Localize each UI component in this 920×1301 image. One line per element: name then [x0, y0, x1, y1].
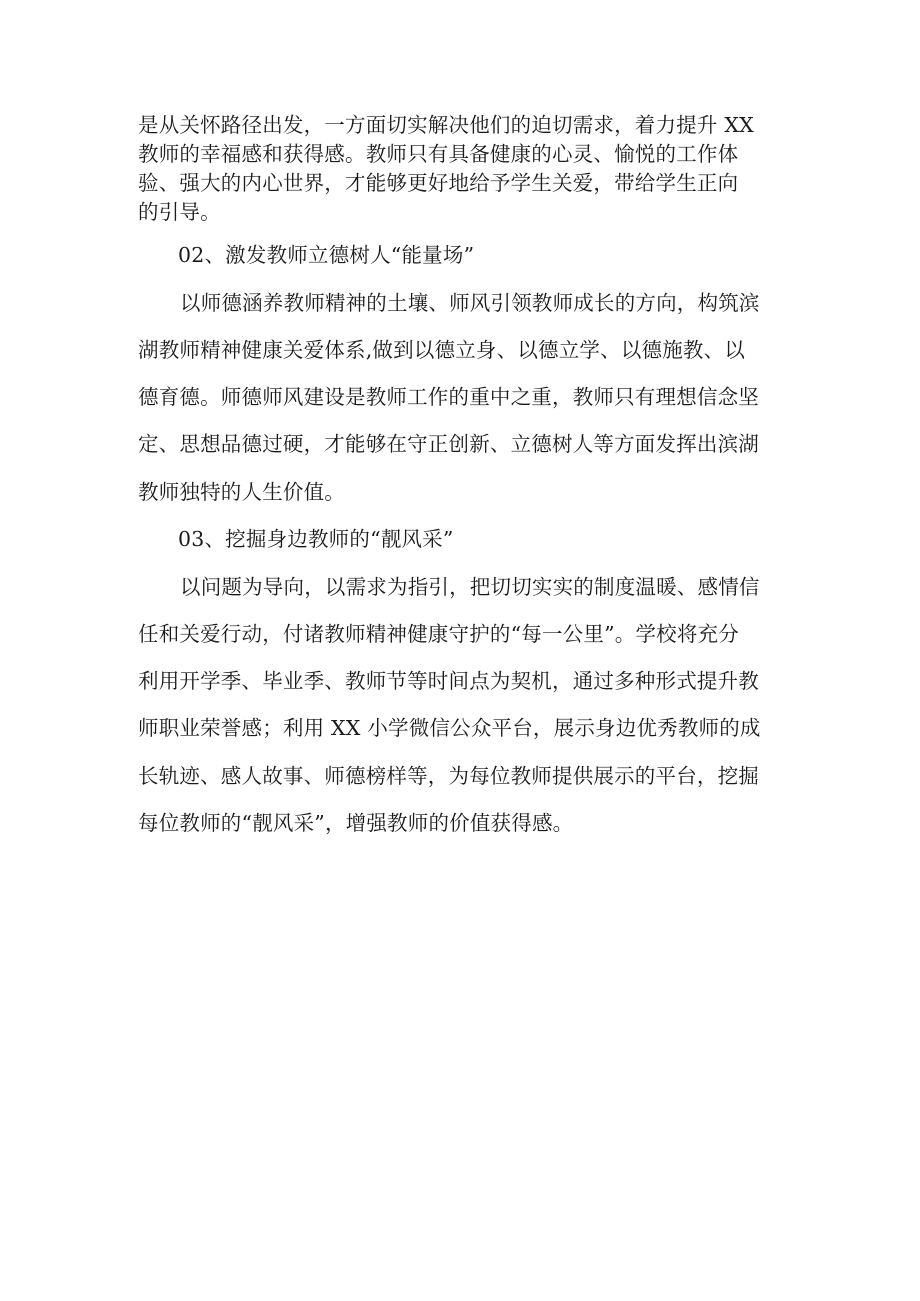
section-03-line-4: 师职业荣誉感；利用 XX 小学微信公众平台，展示身边优秀教师的成	[138, 716, 761, 740]
intro-line-4: 的引导。	[138, 200, 221, 224]
section-03-heading: 03、挖掘身边教师的“靓风采”	[178, 527, 454, 551]
section-02-line-1: 以师德涵养教师精神的土壤、师风引领教师成长的方向，构筑滨	[180, 291, 760, 315]
section-02-line-3: 德育德。师德师风建设是教师工作的重中之重，教师只有理想信念坚	[138, 385, 759, 409]
section-03-line-2: 任和关爱行动，付诸教师精神健康守护的“每一公里”。学校将充分	[138, 622, 739, 646]
section-03-line-1: 以问题为导向，以需求为指引，把切切实实的制度温暖、感情信	[180, 575, 760, 599]
section-02-line-5: 教师独特的人生价值。	[138, 480, 345, 504]
intro-line-3: 验、强大的内心世界，才能够更好地给予学生关爱，带给学生正向	[138, 171, 739, 195]
section-03-line-6: 每位教师的“靓风采”，增强教师的价值获得感。	[138, 811, 574, 835]
section-02-line-4: 定、思想品德过硬，才能够在守正创新、立德树人等方面发挥出滨湖	[138, 432, 759, 456]
section-02-heading: 02、激发教师立德树人“能量场”	[178, 243, 475, 267]
section-02-line-2: 湖教师精神健康关爱体系,做到以德立身、以德立学、以德施教、以	[138, 338, 746, 362]
intro-line-1: 是从关怀路径出发，一方面切实解决他们的迫切需求，着力提升 XX	[138, 113, 754, 137]
section-03-line-5: 长轨迹、感人故事、师德榜样等，为每位教师提供展示的平台，挖掘	[138, 764, 759, 788]
intro-line-2: 教师的幸福感和获得感。教师只有具备健康的心灵、愉悦的工作体	[138, 142, 739, 166]
section-03-line-3: 利用开学季、毕业季、教师节等时间点为契机，通过多种形式提升教	[138, 669, 759, 693]
